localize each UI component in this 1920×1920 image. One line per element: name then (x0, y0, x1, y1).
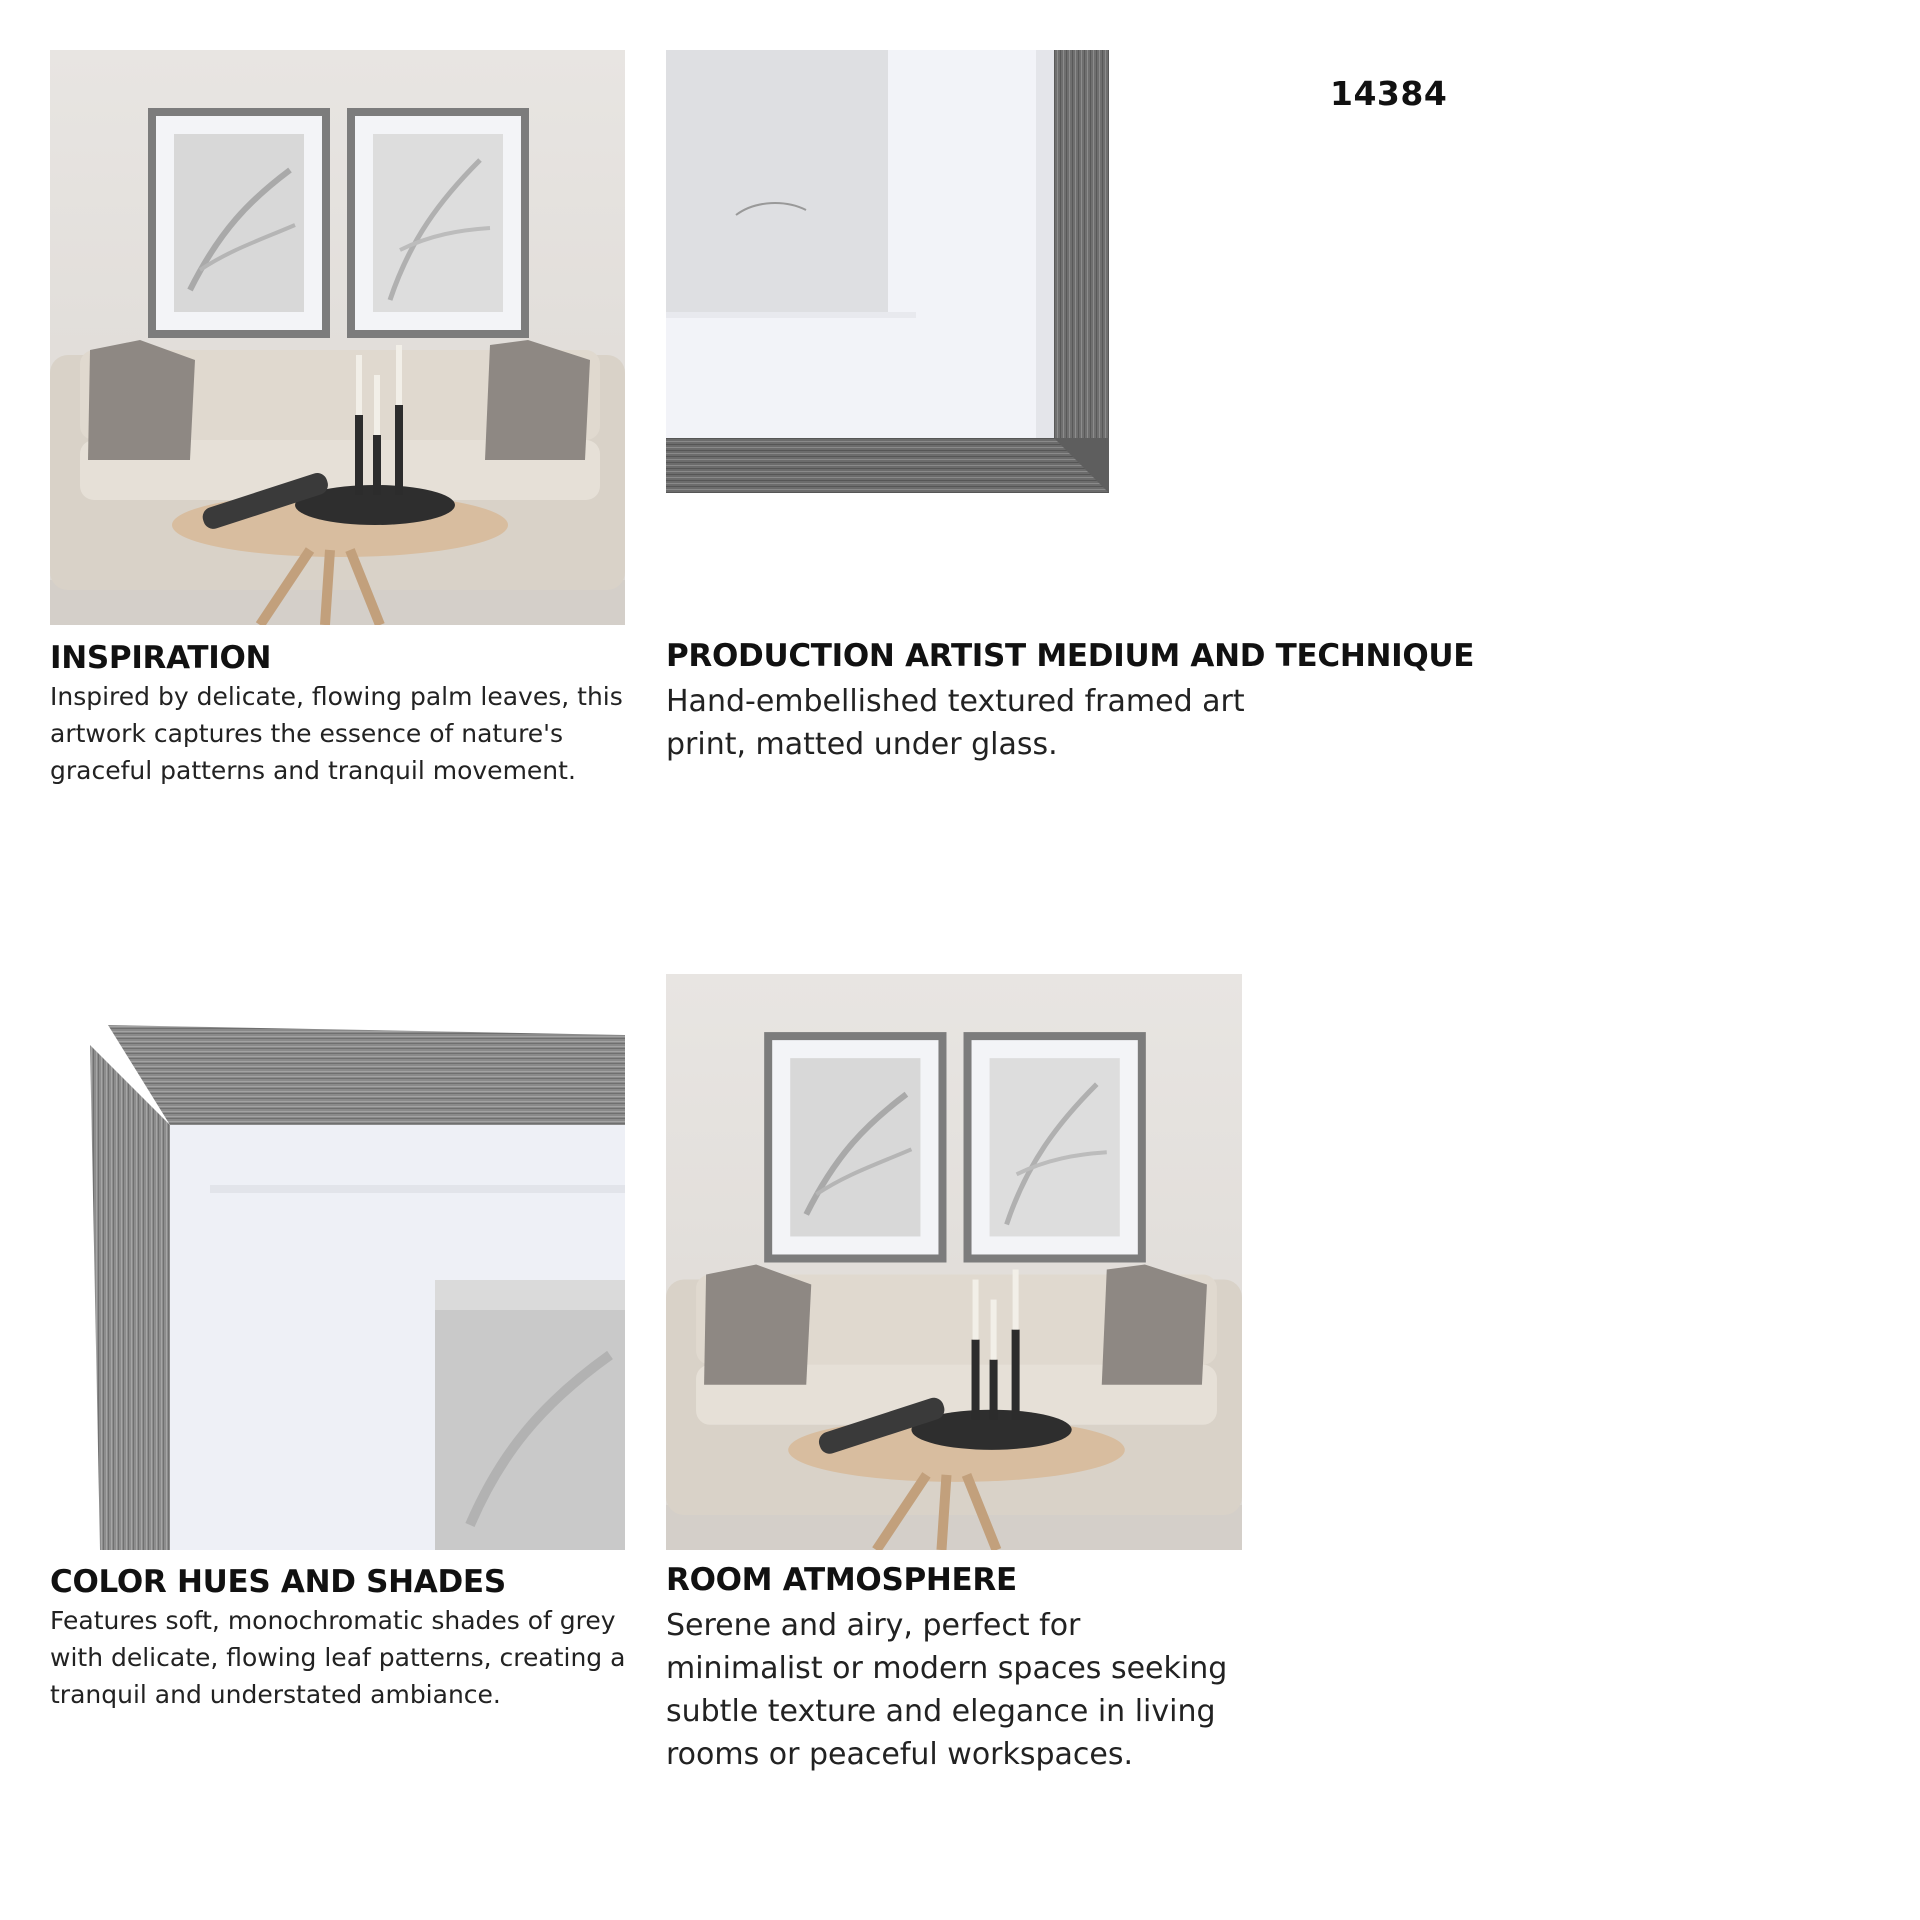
room-scene-photo (50, 50, 625, 625)
inspiration-heading: INSPIRATION (50, 640, 272, 676)
frame-texture-closeup-photo (90, 1025, 625, 1550)
color-hues-text: Features soft, monochromatic shades of grey with delicate, flowing leaf patterns, creating a tranquil and understated ambiance. (50, 1606, 626, 1709)
room-atmosphere-text: Serene and airy, perfect for minimalist or modern spaces seeking subtle texture and elegance in living rooms or peaceful workspaces. (666, 1608, 1228, 1772)
product-sku: 14384 (1330, 74, 1448, 113)
room-atmosphere-photo (666, 974, 1242, 1550)
medium-technique-heading: PRODUCTION ARTIST MEDIUM AND TECHNIQUE (666, 638, 1475, 674)
color-hues-heading: COLOR HUES AND SHADES (50, 1564, 506, 1600)
medium-technique-text: Hand-embellished textured framed art print, matted under glass. (666, 684, 1245, 762)
room-atmosphere-heading: ROOM ATMOSPHERE (666, 1562, 1017, 1598)
frame-corner-detail-photo (666, 50, 1109, 493)
inspiration-text: Inspired by delicate, flowing palm leaves, this artwork captures the essence of nature's graceful patterns and tranquil movement. (50, 682, 623, 785)
